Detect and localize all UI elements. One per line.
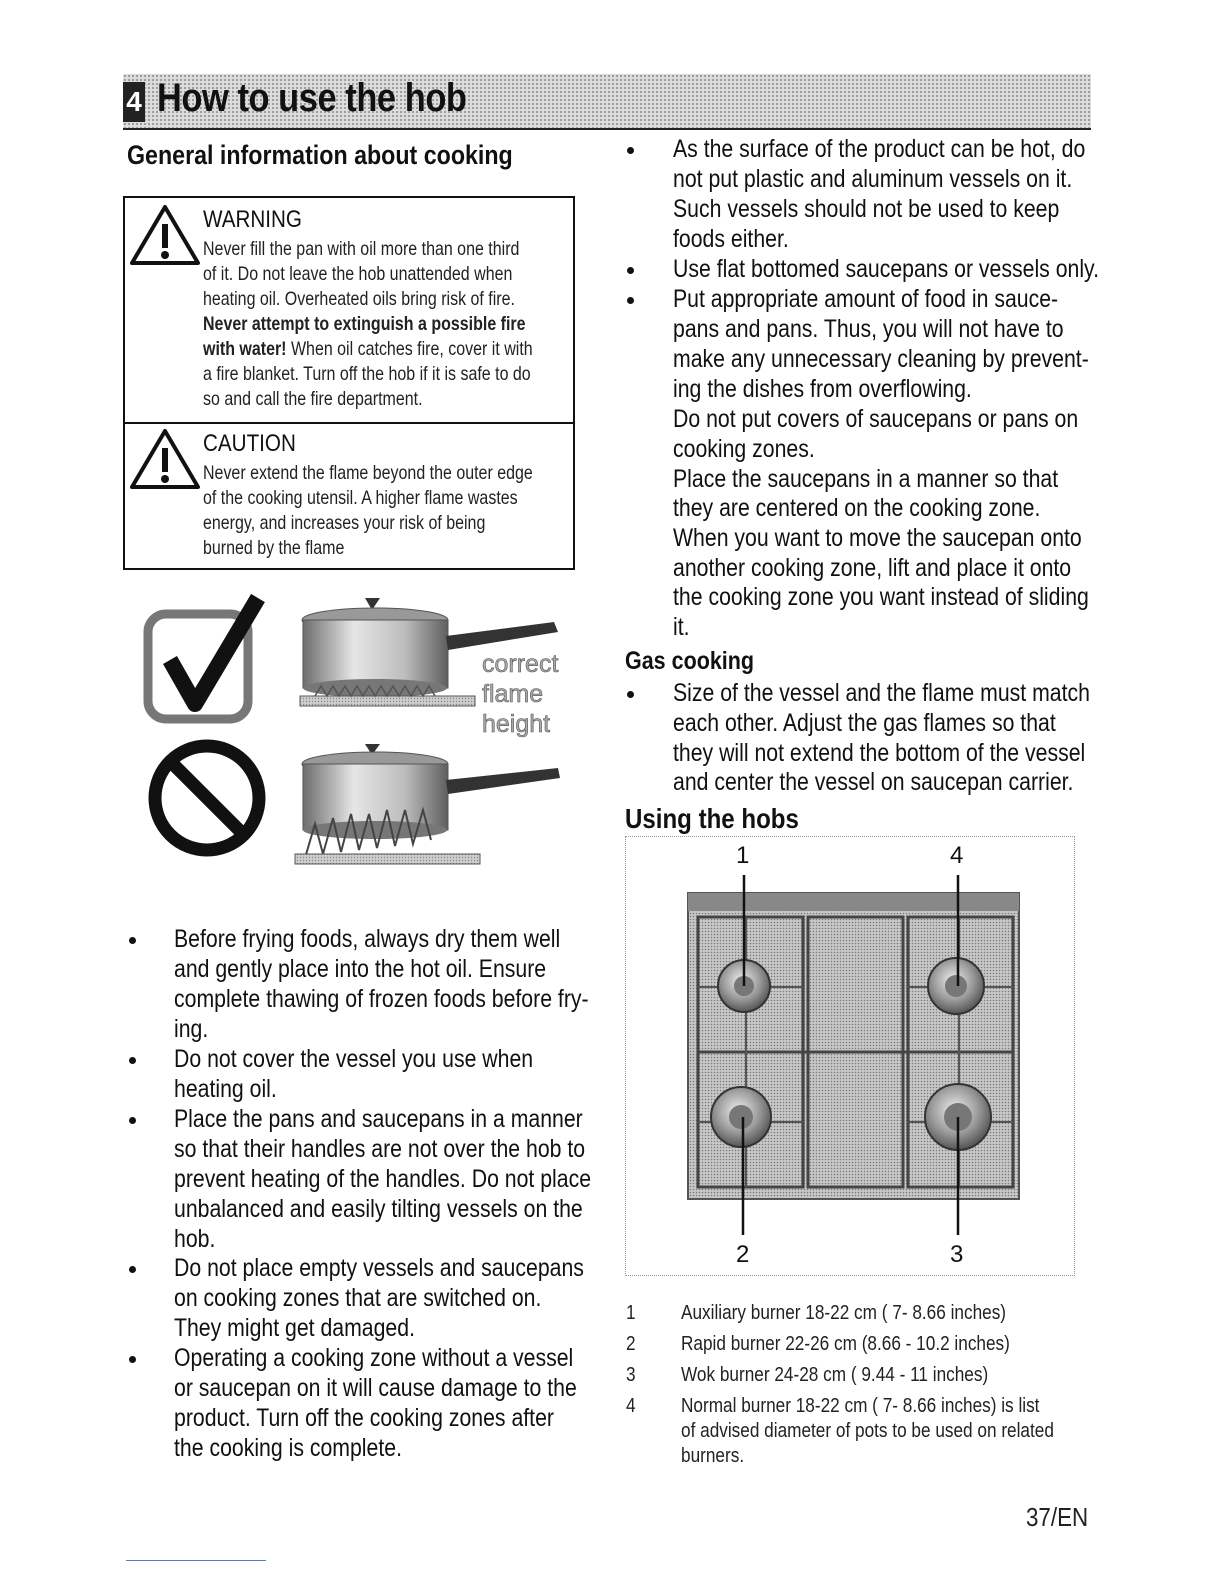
bullet-line: or saucepan on it will cause damage to the bbox=[174, 1374, 577, 1402]
page-number: 37/EN bbox=[1026, 1502, 1089, 1532]
bullet-line: Size of the vessel and the flame must match bbox=[673, 679, 1090, 707]
legend-text: Auxiliary burner 18-22 cm ( 7- 8.66 inches) bbox=[681, 1302, 1007, 1324]
bullet-line: the cooking zone you want instead of sliding bbox=[673, 583, 1089, 611]
bullet-line: Before frying foods, always dry them well bbox=[174, 925, 561, 953]
warning-heading: WARNING bbox=[203, 206, 302, 233]
bullet-line: it. bbox=[673, 613, 690, 641]
bullet-line: Operating a cooking zone without a vessel bbox=[174, 1344, 574, 1372]
section-header-bar bbox=[123, 74, 1091, 130]
legend-text: of advised diameter of pots to be used on related bbox=[681, 1420, 1054, 1442]
hob-callout-number: 2 bbox=[736, 1241, 750, 1268]
warning-line-rest: When oil catches fire, cover it with bbox=[286, 338, 533, 360]
bullet-line: hob. bbox=[174, 1225, 216, 1253]
bullet-dot bbox=[129, 1356, 136, 1363]
bullet-line: so that their handles are not over the hob to bbox=[174, 1135, 586, 1163]
general-info-title: General information about cooking bbox=[127, 140, 513, 170]
caution-triangle-icon bbox=[129, 428, 201, 490]
notice-divider bbox=[125, 422, 573, 424]
section-number: 4 bbox=[123, 82, 145, 122]
bullet-line: Use flat bottomed saucepans or vessels only. bbox=[673, 255, 1100, 283]
flame-height-figure bbox=[140, 592, 580, 877]
bullet-dot bbox=[627, 297, 634, 304]
bullet-line: not put plastic and aluminum vessels on it. bbox=[673, 165, 1073, 193]
caution-line: of the cooking utensil. A higher flame wastes bbox=[203, 487, 518, 509]
bullet-line: unbalanced and easily tilting vessels on the bbox=[174, 1195, 583, 1223]
flame-label-line: height bbox=[482, 710, 551, 738]
bullet-line: the cooking is complete. bbox=[174, 1434, 402, 1462]
bullet-line: Place the saucepans in a manner so that bbox=[673, 465, 1059, 493]
bullet-line: ing the dishes from overflowing. bbox=[673, 375, 972, 403]
bullet-line: on cooking zones that are switched on. bbox=[174, 1284, 542, 1312]
bullet-line: they will not extend the bottom of the vessel bbox=[673, 739, 1086, 767]
bullet-line: they are centered on the cooking zone. bbox=[673, 494, 1041, 522]
bullet-dot bbox=[627, 691, 634, 698]
legend-number: 4 bbox=[626, 1395, 636, 1417]
bullet-line: Put appropriate amount of food in sauce- bbox=[673, 285, 1059, 313]
bullet-line: foods either. bbox=[673, 225, 789, 253]
warning-line: of it. Do not leave the hob unattended when bbox=[203, 263, 513, 285]
bullet-dot bbox=[129, 1266, 136, 1273]
hob-top-view bbox=[626, 837, 1074, 1275]
bullet-dot bbox=[129, 937, 136, 944]
warning-line: so and call the fire department. bbox=[203, 388, 423, 410]
section-title: How to use the hob bbox=[157, 76, 467, 120]
legend-text: Wok burner 24-28 cm ( 9.44 - 11 inches) bbox=[681, 1364, 989, 1386]
bullet-dot bbox=[627, 147, 634, 154]
bullet-dot bbox=[627, 267, 634, 274]
bullet-line: prevent heating of the handles. Do not place bbox=[174, 1165, 592, 1193]
gas-cooking-title: Gas cooking bbox=[625, 647, 755, 675]
warning-mixed-line bbox=[203, 338, 533, 361]
legend-text: burners. bbox=[681, 1445, 745, 1467]
legend-number: 1 bbox=[626, 1302, 636, 1324]
bullet-line: make any unnecessary cleaning by prevent- bbox=[673, 345, 1089, 373]
bullet-dot bbox=[129, 1117, 136, 1124]
bullet-dot bbox=[129, 1057, 136, 1064]
warning-line: Never fill the pan with oil more than one third bbox=[203, 238, 520, 260]
warning-line: a fire blanket. Turn off the hob if it is safe to do bbox=[203, 363, 531, 385]
using-hobs-title: Using the hobs bbox=[625, 803, 799, 834]
bullet-line: When you want to move the saucepan onto bbox=[673, 524, 1082, 552]
bullet-line: another cooking zone, lift and place it onto bbox=[673, 554, 1072, 582]
bullet-line: Such vessels should not be used to keep bbox=[673, 195, 1060, 223]
warning-line: heating oil. Overheated oils bring risk of fire. bbox=[203, 288, 515, 310]
bullet-line: each other. Adjust the gas flames so that bbox=[673, 709, 1056, 737]
flame-illustration bbox=[140, 592, 580, 877]
bullet-line: and gently place into the hot oil. Ensure bbox=[174, 955, 547, 983]
hob-diagram bbox=[626, 837, 1074, 1275]
bullet-line: complete thawing of frozen foods before fry- bbox=[174, 985, 589, 1013]
caution-line: energy, and increases your risk of being bbox=[203, 512, 486, 534]
bullet-line: and center the vessel on saucepan carrier. bbox=[673, 768, 1074, 796]
bullet-line: heating oil. bbox=[174, 1075, 277, 1103]
legend-number: 2 bbox=[626, 1333, 636, 1355]
bullet-line: Do not cover the vessel you use when bbox=[174, 1045, 534, 1073]
bullet-line: Do not place empty vessels and saucepans bbox=[174, 1254, 584, 1282]
hob-callout-number: 4 bbox=[950, 842, 964, 869]
flame-label-line: flame bbox=[482, 680, 544, 708]
warning-bold-phrase: with water! bbox=[203, 338, 287, 360]
bullet-line: cooking zones. bbox=[673, 435, 815, 463]
legend-number: 3 bbox=[626, 1364, 636, 1386]
bullet-line: Place the pans and saucepans in a manner bbox=[174, 1105, 583, 1133]
safety-notice-box bbox=[123, 196, 575, 570]
hob-callout-number: 3 bbox=[950, 1241, 964, 1268]
warning-triangle-icon bbox=[129, 204, 201, 266]
hob-callout-number: 1 bbox=[736, 842, 750, 869]
bullet-line: product. Turn off the cooking zones after bbox=[174, 1404, 554, 1432]
footer-rule bbox=[126, 1560, 266, 1561]
legend-text: Rapid burner 22-26 cm (8.66 - 10.2 inches) bbox=[681, 1333, 1010, 1355]
caution-heading: CAUTION bbox=[203, 430, 296, 457]
caution-line: Never extend the flame beyond the outer edge bbox=[203, 462, 533, 484]
warning-bold-line: Never attempt to extinguish a possible fire bbox=[203, 313, 526, 335]
caution-line: burned by the flame bbox=[203, 537, 345, 559]
bullet-line: pans and pans. Thus, you will not have to bbox=[673, 315, 1064, 343]
legend-text: Normal burner 18-22 cm ( 7- 8.66 inches) is list bbox=[681, 1395, 1040, 1417]
bullet-line: ing. bbox=[174, 1015, 209, 1043]
bullet-line: They might get damaged. bbox=[174, 1314, 415, 1342]
flame-label-line: correct bbox=[482, 650, 559, 678]
bullet-line: Do not put covers of saucepans or pans on bbox=[673, 405, 1079, 433]
bullet-line: As the surface of the product can be hot, do bbox=[673, 135, 1086, 163]
